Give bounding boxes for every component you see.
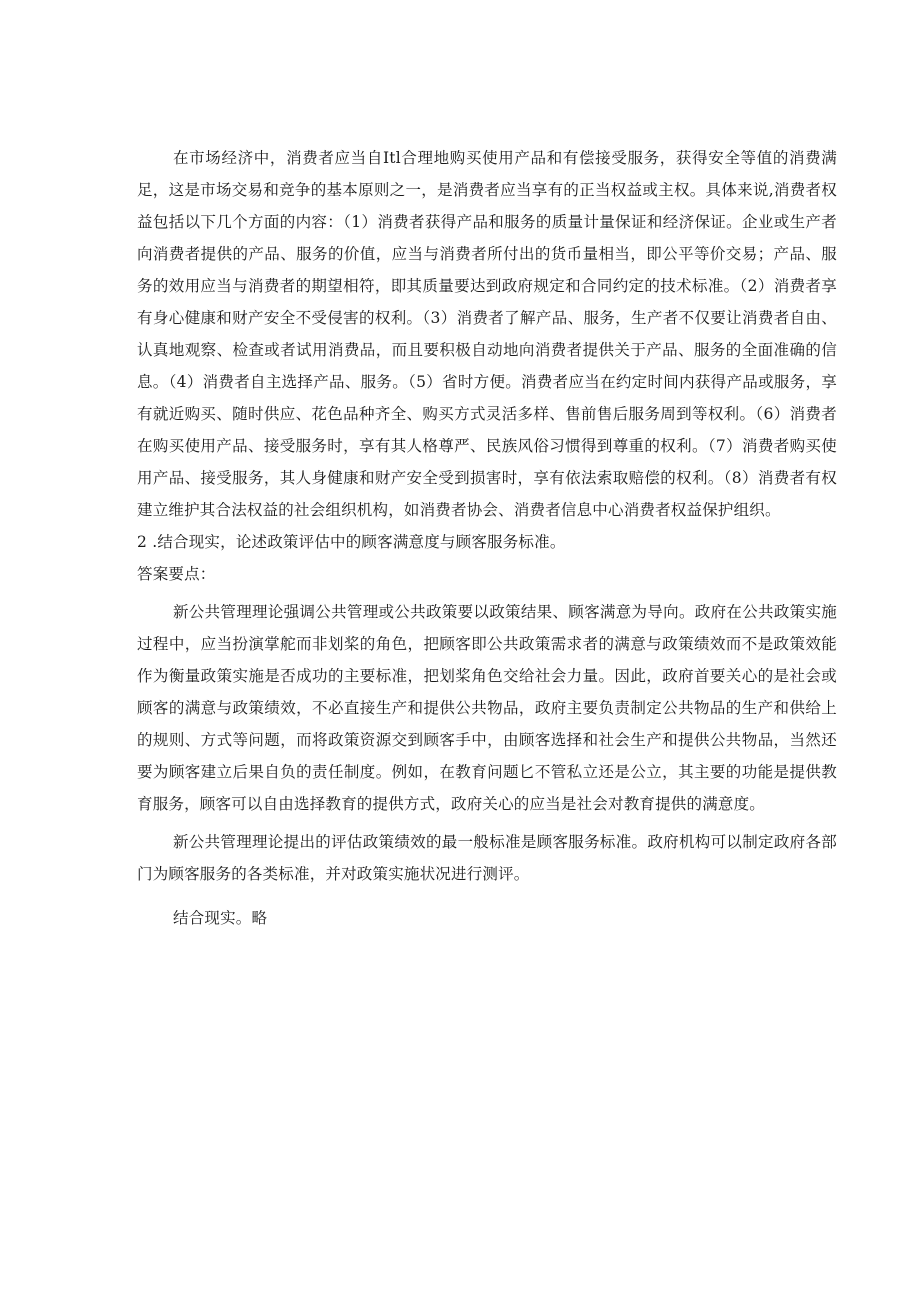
paragraph-answer-3: 结合现实。略 [173,909,268,927]
answer-heading: 答案要点： [137,565,216,583]
paragraph-answer-1: 新公共管理理论强调公共管理或公共政策要以政策结果、顾客满意为导向。政府在公共政策实施过程中，应当扮演掌舵而非划桨的角色，把顾客即公共政策需求者的满意与政策绩效而不是政策效能作为衡量政策实施是否成功的主要标准，把划桨角色交给社会力量。因此，政府首要关心的是社会或顾客的满意与政策绩效，不必直接生产和提供公共物品，政府主要负责制定公共物品的生产和供给上的规则、方式等问题，而将政策资源交到顾客手中，由顾客选择和社会生产和提供公共物品，当然还要为顾客建立后果自负的责任制度。例如，在教育问题匕不管私立还是公立，其主要的功能是提供教育服务，顾客可以自由选择教育的提供方式，政府关心的应当是社会对教育提供的满意度。 [137,603,837,813]
document-body [137,142,837,934]
paragraph-consumer-rights: 在市场经济中，消费者应当自Itl合理地购买使用产品和有偿接受服务，获得安全等值的消费满足，这是市场交易和竞争的基本原则之一，是消费者应当享有的正当权益或主权。具体来说,消费者权益包括以下几个方面的内容：（1）消费者获得产品和服务的质量计量保证和经济保证。企业或生产者向消费者提供的产品、服务的价值，应当与消费者所付出的货币量相当，即公平等价交易；产品、服务的效用应当与消费者的期望相符，即其质量要达到政府规定和合同约定的技术标准。（2）消费者享有身心健康和财产安全不受侵害的权利。（3）消费者了解产品、服务，生产者不仅要让消费者自由、认真地观察、检查或者试用消费品，而且要积极自动地向消费者提供关于产品、服务的全面准确的信息。（4）消费者自主选择产品、服务。（5）省时方便。消费者应当在约定时间内获得产品或服务，享有就近购买、随时供应、花色品种齐全、购买方式灵活多样、售前售后服务周到等权利。（6）消费者在购买使用产品、接受服务时，享有其人格尊严、民族风俗习惯得到尊重的权利。（7）消费者购买使用产品、接受服务，其人身健康和财产安全受到损害时，享有依法索取赔偿的权利。（8）消费者有权建立维护其合法权益的社会组织机构，如消费者协会、消费者信息中心消费者权益保护组织。 [137,149,837,519]
paragraph-answer-2: 新公共管理理论提出的评估政策绩效的最一般标准是顾客服务标准。政府机构可以制定政府各部门为顾客服务的各类标准，并对政策实施状况进行测评。 [137,833,837,883]
question-2: 2 .结合现实，论述政策评估中的顾客满意度与顾客服务标准。 [137,533,566,551]
